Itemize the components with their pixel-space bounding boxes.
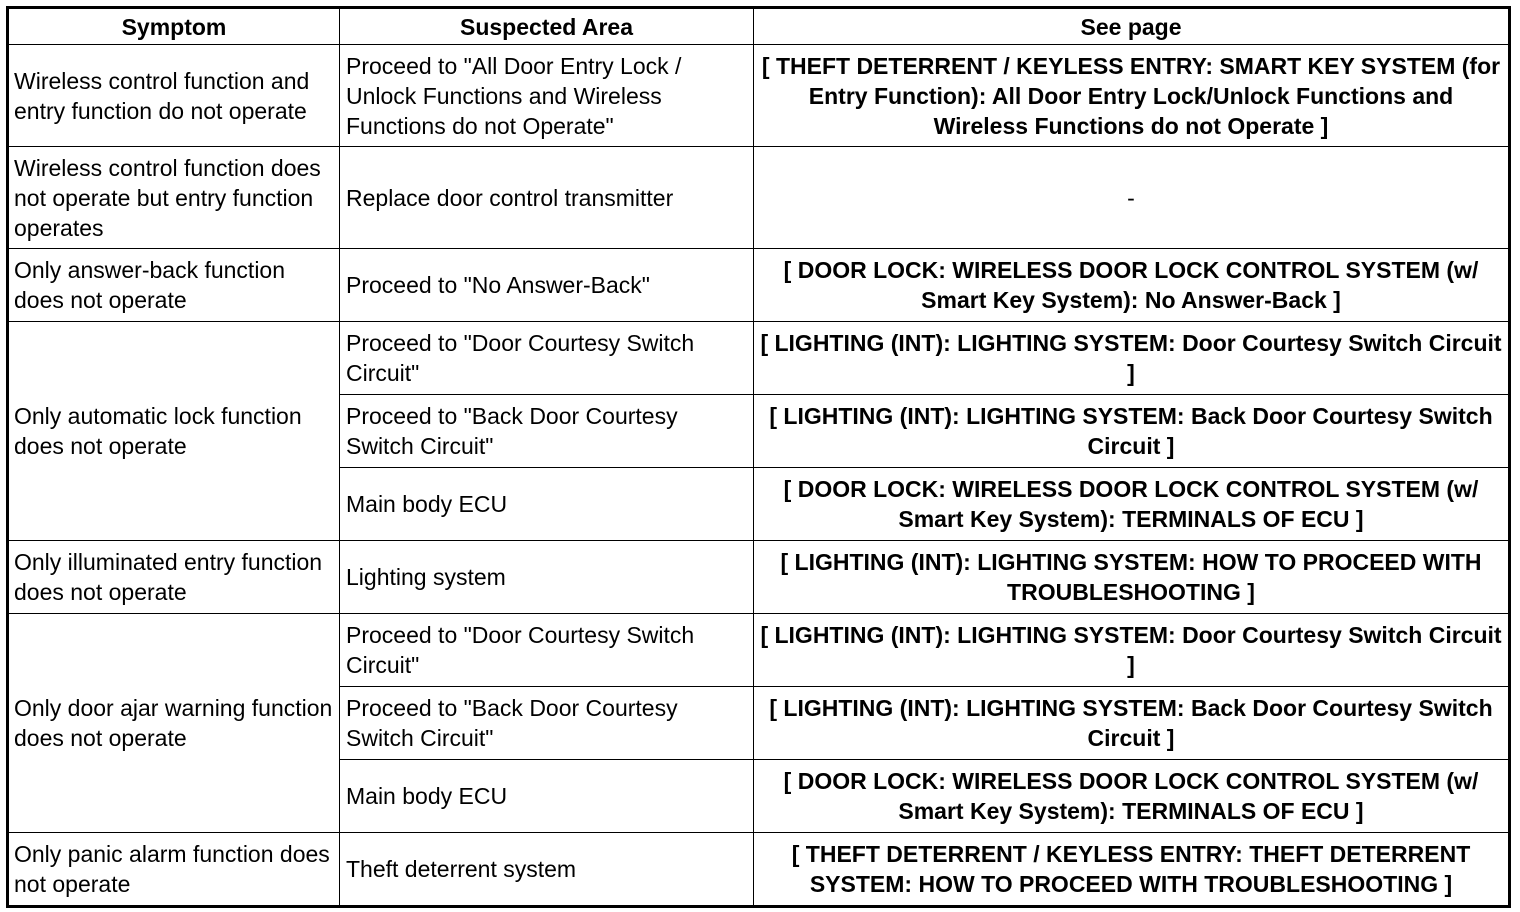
see-page-cell: [ LIGHTING (INT): LIGHTING SYSTEM: Back Door Courtesy Switch Circuit ]	[754, 395, 1510, 468]
table-row	[8, 541, 1510, 614]
suspected-area-cell: Proceed to "Back Door Courtesy Switch Circuit"	[340, 395, 754, 468]
symptom-cell: Only door ajar warning function does not operate	[8, 614, 340, 833]
symptom-cell: Wireless control function and entry function do not operate	[8, 45, 340, 147]
suspected-area-cell: Proceed to "All Door Entry Lock / Unlock Functions and Wireless Functions do not Operate"	[340, 45, 754, 147]
see-page-cell: [ LIGHTING (INT): LIGHTING SYSTEM: Back Door Courtesy Switch Circuit ]	[754, 687, 1510, 760]
see-page-cell: [ DOOR LOCK: WIRELESS DOOR LOCK CONTROL SYSTEM (w/ Smart Key System): TERMINALS OF ECU ]	[754, 760, 1510, 833]
see-page-cell: -	[754, 147, 1510, 249]
suspected-area-cell: Proceed to "No Answer-Back"	[340, 249, 754, 322]
suspected-area-cell: Main body ECU	[340, 760, 754, 833]
suspected-area-cell: Main body ECU	[340, 468, 754, 541]
see-page-cell: [ LIGHTING (INT): LIGHTING SYSTEM: Door Courtesy Switch Circuit ]	[754, 322, 1510, 395]
suspected-area-cell: Proceed to "Door Courtesy Switch Circuit"	[340, 614, 754, 687]
table-row	[8, 45, 1510, 147]
see-page-cell: [ LIGHTING (INT): LIGHTING SYSTEM: HOW TO PROCEED WITH TROUBLESHOOTING ]	[754, 541, 1510, 614]
table-row	[8, 249, 1510, 322]
suspected-area-cell: Lighting system	[340, 541, 754, 614]
header-symptom: Symptom	[8, 8, 340, 45]
table-row	[8, 833, 1510, 907]
header-see-page: See page	[754, 8, 1510, 45]
table-header-row	[8, 8, 1510, 45]
symptom-cell: Only panic alarm function does not operate	[8, 833, 340, 907]
table-row	[8, 322, 1510, 395]
table-row	[8, 614, 1510, 687]
see-page-cell: [ THEFT DETERRENT / KEYLESS ENTRY: SMART KEY SYSTEM (for Entry Function): All Door Entry Lock/Unlock Functions and Wireless Functions do not Operate ]	[754, 45, 1510, 147]
suspected-area-cell: Proceed to "Door Courtesy Switch Circuit"	[340, 322, 754, 395]
symptom-cell: Only illuminated entry function does not operate	[8, 541, 340, 614]
see-page-cell: [ THEFT DETERRENT / KEYLESS ENTRY: THEFT DETERRENT SYSTEM: HOW TO PROCEED WITH TROUBLESHOOTING ]	[754, 833, 1510, 907]
suspected-area-cell: Proceed to "Back Door Courtesy Switch Circuit"	[340, 687, 754, 760]
symptom-table	[6, 6, 1511, 908]
symptom-cell: Only answer-back function does not operate	[8, 249, 340, 322]
symptom-cell: Wireless control function does not operate but entry function operates	[8, 147, 340, 249]
see-page-cell: [ DOOR LOCK: WIRELESS DOOR LOCK CONTROL SYSTEM (w/ Smart Key System): TERMINALS OF ECU ]	[754, 468, 1510, 541]
symptom-cell: Only automatic lock function does not operate	[8, 322, 340, 541]
see-page-cell: [ DOOR LOCK: WIRELESS DOOR LOCK CONTROL SYSTEM (w/ Smart Key System): No Answer-Back ]	[754, 249, 1510, 322]
table-row	[8, 147, 1510, 249]
suspected-area-cell: Replace door control transmitter	[340, 147, 754, 249]
see-page-cell: [ LIGHTING (INT): LIGHTING SYSTEM: Door Courtesy Switch Circuit ]	[754, 614, 1510, 687]
header-suspected-area: Suspected Area	[340, 8, 754, 45]
suspected-area-cell: Theft deterrent system	[340, 833, 754, 907]
